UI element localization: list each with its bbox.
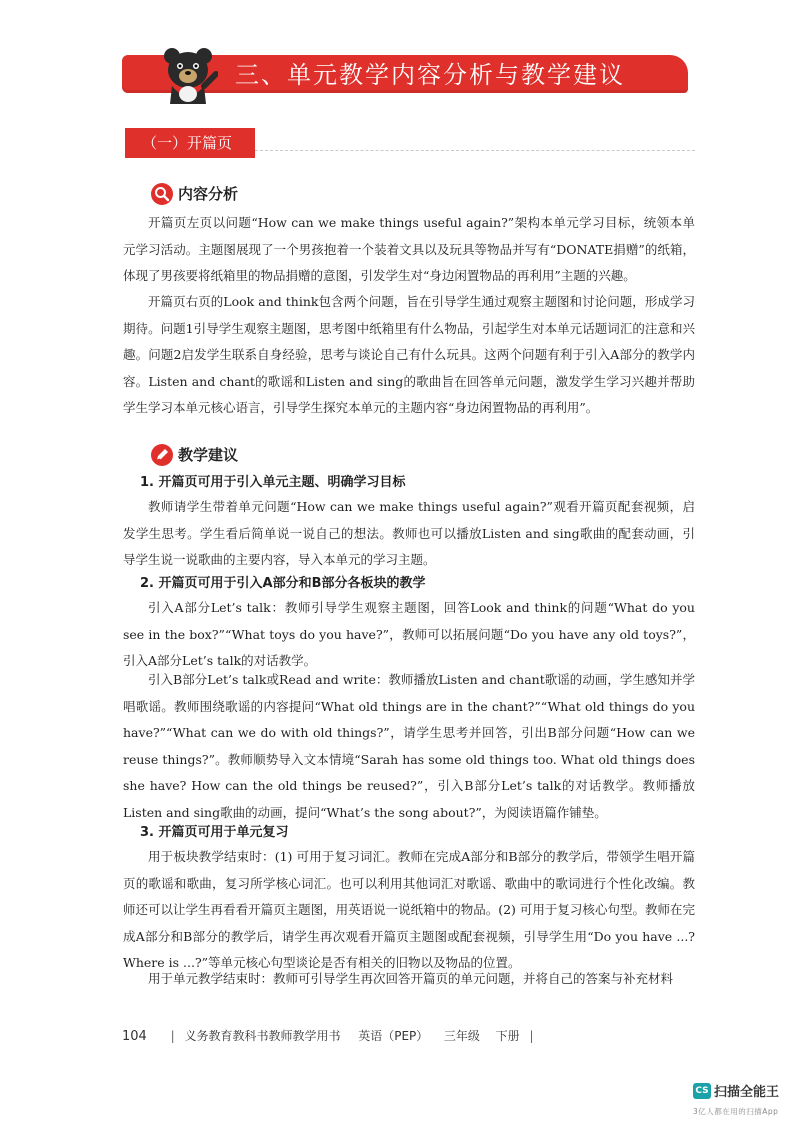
suggestion-2-text-a: 引入A部分Let’s talk：教师引导学生观察主题图，回答Look and think的问题“What do you see in the box?”“What toys do you have?”，教师可以拓展问题“Do you have any old toys?”，引入A部分Let’s talk的对话教学。 <box>123 600 695 668</box>
suggestion-2-title: 2. 开篇页可用于引入A部分和B部分各板块的教学 <box>140 576 426 591</box>
footer-subject: 英语（PEP） <box>358 1029 429 1043</box>
teaching-suggestions-heading: 教学建议 <box>178 446 239 464</box>
chapter-title: 三、单元教学内容分析与教学建议 <box>235 61 625 89</box>
suggestion-2-text-b: 引入B部分Let’s talk或Read and write：教师播放Listen and chant歌谣的动画，学生感知并学唱歌谣。教师围绕歌谣的内容提问“What old things are in the chant?”“What old things do you have?”“What can we do with old things?”，请学生思考并回答，引出B部分问题“How can we reuse things?”。教师顺势导入文本情境“Sarah has some old things too. What old things does she have? How can the old things be reused?”，引入B部分Let’s talk的对话教学。教师播放Listen and sing歌曲的动画，提问“What’s the song about?”，为阅读语篇作铺垫。 <box>123 672 695 820</box>
footer-grade: 三年级 <box>443 1029 480 1043</box>
analysis-paragraph-1: 开篇页左页以问题“How can we make things useful again?”架构本单元学习目标，统领本单元学习活动。主题图展现了一个男孩抱着一个装着文具以及玩具等物品并写有“DONATE捐赠”的纸箱，体现了男孩要将纸箱里的物品捐赠的意图，引发学生对“身边闲置物品的再利用”主题的兴趣。 <box>123 215 695 283</box>
section-tab-label: （一）开篇页 <box>142 134 233 152</box>
bear-mascot-icon <box>160 46 218 106</box>
suggestion-3-text-a: 用于板块教学结束时：(1) 可用于复习词汇。教师在完成A部分和B部分的教学后，带领学生唱开篇页的歌谣和歌曲，复习所学核心词汇。也可以利用其他词汇对歌谣、歌曲中的歌词进行个性化改编。教师还可以让学生再看看开篇页主题图，用英语说一说纸箱中的物品。(2) 可用于复习核心句型。教师在完成A部分和B部分的教学后，请学生再次观看开篇页主题图或配套视频，引导学生用“Do you have ...? Where is ...?”等单元核心句型谈论是否有相关的旧物以及物品的位置。 <box>123 849 695 970</box>
page-footer: 104 | 义务教育教科书教师教学用书 英语（PEP） 三年级 下册 | <box>122 1029 534 1044</box>
pencil-icon <box>150 443 174 467</box>
content-analysis-heading: 内容分析 <box>178 185 239 203</box>
watermark-slogan: 3亿人都在用的扫描App <box>693 1107 779 1116</box>
magnifier-icon <box>150 182 174 206</box>
suggestion-1-text: 教师请学生带着单元问题“How can we make things useful again?”观看开篇页配套视频，启发学生思考。学生看后简单说一说自己的想法。教师也可以播放Listen and sing歌曲的配套动画，引导学生说一说歌曲的主要内容，导入本单元的学习主题。 <box>123 499 695 567</box>
camscanner-logo-icon: CS <box>693 1083 711 1099</box>
analysis-paragraph-2: 开篇页右页的Look and think包含两个问题，旨在引导学生通过观察主题图和讨论问题，形成学习期待。问题1引导学生观察主题图，思考图中纸箱里有什么物品，引起学生对本单元话题词汇的注意和兴趣。问题2启发学生联系自身经验，思考与谈论自己有什么玩具。这两个问题有利于引入A部分的教学内容。Listen and chant的歌谣和Listen and sing的歌曲旨在回答单元问题，激发学生学习兴趣并帮助学生学习本单元核心语言，引导学生探究本单元的主题内容“身边闲置物品的再利用”。 <box>123 294 695 415</box>
section-divider <box>255 150 695 151</box>
suggestion-3-title: 3. 开篇页可用于单元复习 <box>140 825 289 840</box>
suggestion-3-text-b: 用于单元教学结束时：教师可引导学生再次回答开篇页的单元问题，并将自己的答案与补充材料 <box>148 971 674 986</box>
watermark-app-name: 扫描全能王 <box>714 1085 780 1100</box>
page-number: 104 <box>122 1029 147 1044</box>
footer-series: 义务教育教科书教师教学用书 <box>184 1029 341 1043</box>
footer-volume: 下册 <box>495 1029 520 1043</box>
suggestion-1-title: 1. 开篇页可用于引入单元主题、明确学习目标 <box>140 475 406 490</box>
